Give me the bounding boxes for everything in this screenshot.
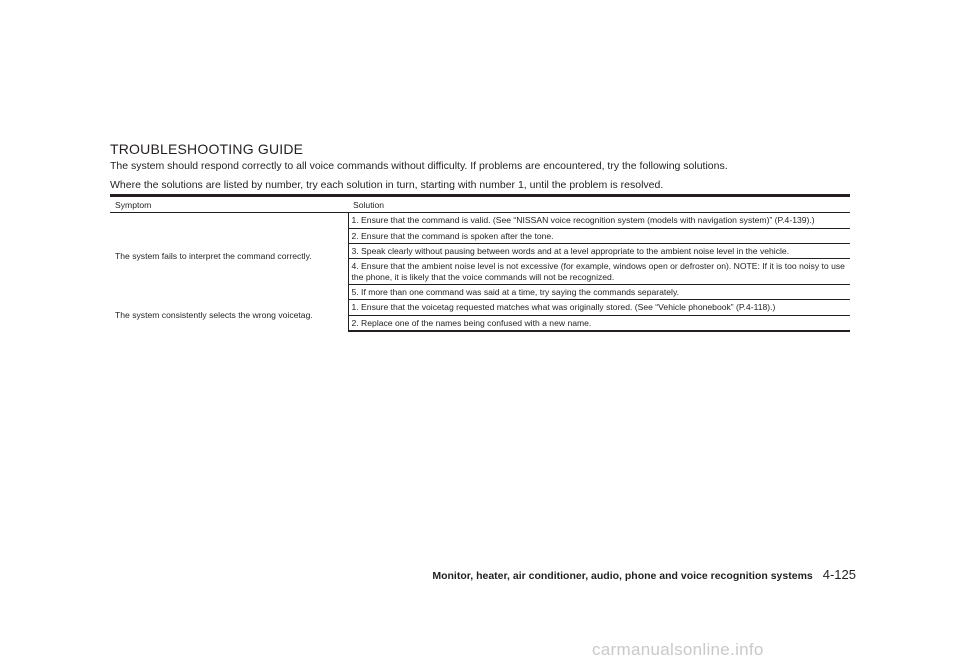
section-title: TROUBLESHOOTING GUIDE	[110, 141, 304, 157]
chapter-title: Monitor, heater, air conditioner, audio, phone and voice recognition systems	[432, 570, 813, 582]
solution-cell: 5. If more than one command was said at a time, try saying the commands separately.	[348, 284, 850, 299]
symptom-cell: The system consistently selects the wrong voicetag.	[110, 300, 348, 331]
solution-cell: 2. Ensure that the command is spoken after the tone.	[348, 228, 850, 243]
watermark-text: carmanualsonline.info	[592, 640, 764, 659]
solution-cell: 1. Ensure that the command is valid. (See “NISSAN voice recognition system (models with navigation system)” (P.4-139).)	[348, 213, 850, 228]
solution-cell: 3. Speak clearly without pausing between words and at a level appropriate to the ambient noise level in the vehicle.	[348, 243, 850, 258]
table-row	[110, 300, 850, 315]
solution-cell: 4. Ensure that the ambient noise level is not excessive (for example, windows open or defroster on). NOTE: If it is too noisy to use the phone, it is likely that the voice commands will not be recognized.	[348, 259, 850, 285]
troubleshooting-table	[110, 194, 850, 332]
page-footer	[410, 566, 856, 584]
symptom-column-header: Symptom	[110, 196, 348, 213]
symptom-cell: The system fails to interpret the command correctly.	[110, 213, 348, 300]
solution-cell: 2. Replace one of the names being confused with a new name.	[348, 315, 850, 331]
solution-cell: 1. Ensure that the voicetag requested matches what was originally stored. (See “Vehicle phonebook” (P.4-118).)	[348, 300, 850, 315]
intro-paragraph-2: Where the solutions are listed by number, try each solution in turn, starting with number 1, until the problem is resolved.	[110, 179, 664, 191]
table-row	[110, 213, 850, 228]
page-number: 4-125	[822, 567, 856, 582]
solution-column-header: Solution	[348, 196, 850, 213]
table-header-row	[110, 196, 850, 213]
intro-paragraph-1: The system should respond correctly to all voice commands without difficulty. If problems are encountered, try the following solutions.	[110, 160, 728, 172]
